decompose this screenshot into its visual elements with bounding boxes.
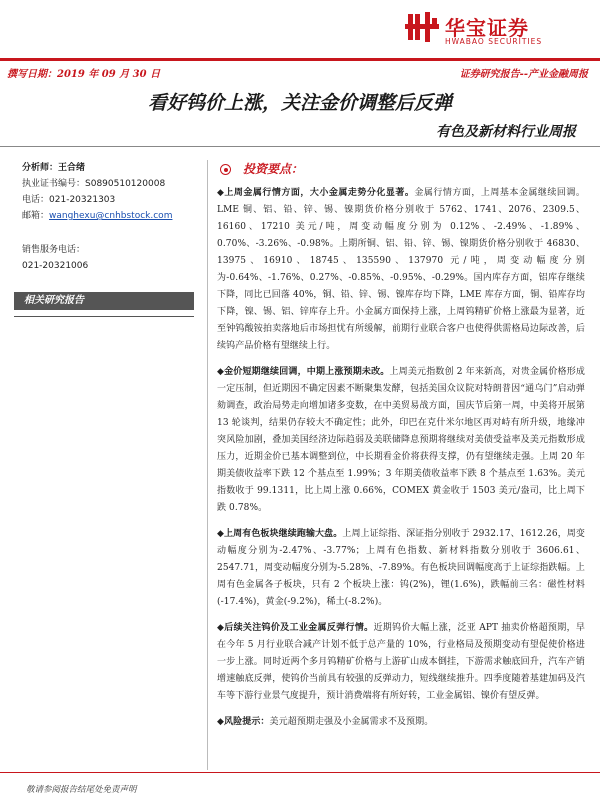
paragraph-risk	[217, 714, 585, 731]
paragraph-gold	[217, 364, 585, 517]
phone-label: 电话：	[22, 195, 50, 205]
header-rule	[0, 58, 600, 61]
paragraph-lead: ◆上周金属行情方面，大小金属走势分化显著。	[217, 188, 415, 198]
email-label: 邮箱：	[22, 211, 50, 221]
phone-row	[22, 192, 207, 208]
page-subtitle: 有色及新材料行业周报	[436, 124, 576, 140]
paragraph-body: 上周美元指数创 2 年来新高，对贵金属价格形成一定压制，但近期因不确定因素不断聚集发酵，包括美国众议院对特朗普因“通乌门”启动弹劾调查，政治局势走向增加诸多变数，在中美贸易战方面，国庆节后第一周，中美将开展第 13 轮谈判，结果仍存较大不确定性；此外，印巴在克什米尔地区再对峙有所升级，地缘冲突风险加剧，叠加美国经济边际趋弱及美联储降息预期将继续对美债受益率及美元指数形成压力，近期金价已基本调整到位，中长期看金价将获得支撑，仍有望继续走强。上周 20 年期美债收益率下跌 12 个基点至 1.99%；3 年期美债收益率下跌 8 个基点至 1.63%。美元指数收于 99.1311，比上周上涨 0.66%，COMEX 黄金收于 1503 美元/盎司，比上周下跌 0.78%。	[217, 367, 585, 513]
related-reports-rule	[14, 316, 194, 317]
related-reports-header: 相关研究报告	[14, 292, 194, 310]
key-points-heading	[217, 160, 585, 177]
brand-name-en: HWABAO SECURITIES	[445, 37, 543, 46]
page-title: 看好钨价上涨，关注金价调整后反弹	[147, 92, 452, 114]
brand-name-cn: 华宝证券	[445, 16, 529, 40]
sales-label: 销售服务电话：	[22, 245, 86, 255]
footer-rule	[0, 772, 600, 773]
cert-row	[22, 176, 207, 192]
title-divider	[0, 146, 600, 147]
analyst-name: 分析师：王合绪	[22, 163, 86, 173]
key-points-title: 投资要点：	[243, 162, 304, 176]
bullet-target-icon	[220, 164, 231, 175]
paragraph-body: 美元超预期走强及小金属需求不及预期。	[269, 717, 434, 727]
analyst-info	[22, 160, 207, 274]
paragraph-body: 金属行情方面，上周基本金属继续回调。LME 铜、铝、铅、锌、锡、镍期货价格分别收于 5762、1741、2076、2309.5、16160、17210 美元/吨，周变动幅度分别为 0.12%、-2.49%、-1.89%、0.70%、-3.26%、-0.98%。上期所铜、铝、铅、锌、锡、镍期货价格分别收于 46830、13975、16910、18745、135590、137970 元/吨，周变动幅度分别为-0.64%、-1.76%、0.27%、-0.85%、-0.95%、-0.29%。国内库存方面，铝库存继续下降，同比已回落 40%，铜、铅、锌、锡、镍库存均下降，LME 库存方面，铜、铅库存均下降，镍、锡、铝、锌库存上升。小金属方面保持上涨，上周钨精矿价格上涨最为显著，近至钟钨酸铵拍卖落地后市场担忧有所缓解，前期行业联合客户也使得供需格局边际改善，后续钨产品价格有望继续上行。	[217, 188, 585, 351]
email-link[interactable]: wanghexu@cnhbstock.com	[49, 211, 173, 221]
sales-value: 021-20321006	[22, 261, 89, 271]
cert-label: 执业证书编号：	[22, 179, 86, 189]
paragraph-body: 近期钨价大幅上涨，泛亚 APT 抽卖价格超预期，早在今年 5 月行业联合减产计划不低于总产量的 10%，行业格局及预期变动有望促使价格进一步上涨。同时近两个多月钨精矿价格与上游矿山成本倒挂，下游需求触底回升，汽车产销增速触底反弹，使钨价当前具有较强的反弹动力，短线继续推升。四季度随着基建加码及汽车等下游行业景气度提升，预计消费端将有所好转，工业金属铝、镍价有望反弹。	[217, 623, 585, 701]
paragraph-body: 上周上证综指、深证指分别收于 2932.17、1612.26，周变动幅度分别为-2.47%、-3.77%；上周有色指数、新材料指数分别收于 3606.61、2547.71，周变动幅度分别为-5.28%、-7.89%。有色板块回调幅度高于上证综指跌幅。上周有色金属各子板块，只有 2 个板块上涨：钨(2%)，锂(1.6%)，跌幅前三名：磁性材料(-17.4%)，黄金(-9.2%)，稀土(-8.2%)。	[217, 529, 585, 607]
brand-logo-icon	[405, 10, 439, 44]
paragraph-lead: ◆金价短期继续回调，中期上涨预期未改。	[217, 367, 390, 377]
report-type: 证券研究报告--产业金融周报	[459, 69, 588, 80]
key-points	[217, 160, 585, 740]
phone-value: 021-20321303	[49, 195, 116, 205]
cert-value: S0890510120008	[85, 179, 166, 189]
paragraph-lead: ◆风险提示：	[217, 717, 270, 727]
email-row	[22, 208, 207, 224]
footer-disclaimer: 敬请参阅报告结尾处免责声明	[26, 785, 137, 795]
brand-logo	[405, 10, 595, 50]
report-date: 撰写日期：2019 年 09 月 30 日	[7, 69, 161, 80]
paragraph-sector	[217, 526, 585, 611]
column-divider	[207, 160, 208, 770]
paragraph-metals	[217, 185, 585, 355]
paragraph-lead: ◆后续关注钨价及工业金属反弹行情。	[217, 623, 374, 633]
paragraph-lead: ◆上周有色板块继续跑输大盘。	[217, 529, 343, 539]
paragraph-outlook	[217, 620, 585, 705]
